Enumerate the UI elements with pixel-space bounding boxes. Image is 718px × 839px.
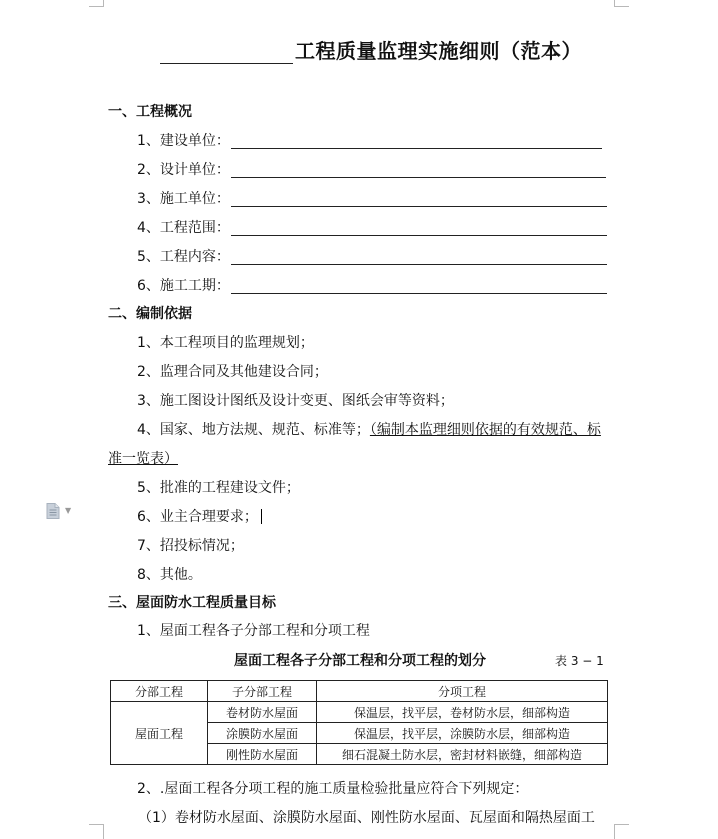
table-cell: 细石混凝土防水层，密封材料嵌缝，细部构造 xyxy=(317,744,608,765)
table-cell: 屋面工程 xyxy=(111,702,208,765)
overview-item: 6、施工工期： xyxy=(137,278,230,294)
page-corner-mark xyxy=(89,824,104,839)
fill-blank[interactable] xyxy=(231,176,606,178)
basis-item: 8、其他。 xyxy=(137,567,202,583)
basis-item-text: 4、国家、地方法规、规范、标准等； xyxy=(137,422,370,438)
fill-blank[interactable] xyxy=(231,292,607,294)
text-cursor xyxy=(261,509,262,524)
table-cell: 涂膜防水屋面 xyxy=(208,723,317,744)
basis-item-note: 准一览表） xyxy=(108,451,178,467)
fill-blank[interactable] xyxy=(231,205,607,207)
quality-subitem: （1）卷材防水屋面、涂膜防水屋面、刚性防水屋面、瓦屋面和隔热屋面工 xyxy=(138,810,595,826)
table-cell: 刚性防水屋面 xyxy=(208,744,317,765)
table-row xyxy=(111,702,608,723)
basis-item: 3、施工图设计图纸及设计变更、图纸会审等资料； xyxy=(137,393,454,409)
document-icon[interactable] xyxy=(46,503,60,519)
title-text: 工程质量监理实施细则（范本） xyxy=(295,39,582,63)
section-heading: 三、屋面防水工程质量目标 xyxy=(108,595,276,611)
page-corner-mark xyxy=(614,824,629,839)
overview-item: 4、工程范围： xyxy=(137,220,230,236)
title-blank-field[interactable] xyxy=(160,39,293,64)
fill-blank[interactable] xyxy=(231,234,607,236)
table-cell: 保温层，找平层，卷材防水层，细部构造 xyxy=(317,702,608,723)
overview-item: 2、设计单位： xyxy=(137,162,230,178)
basis-item: 2、监理合同及其他建设合同； xyxy=(137,364,328,380)
table-header-cell: 分项工程 xyxy=(317,681,608,702)
table-header-cell: 子分部工程 xyxy=(208,681,317,702)
overview-item: 3、施工单位： xyxy=(137,191,230,207)
page-corner-mark xyxy=(614,0,629,7)
quality-item: 1、屋面工程各子分部工程和分项工程 xyxy=(137,623,370,639)
basis-item-6 xyxy=(137,508,262,526)
basis-item-4 xyxy=(137,421,601,439)
basis-item-note-cont xyxy=(108,450,178,468)
fill-blank[interactable] xyxy=(231,147,602,149)
page-corner-mark xyxy=(89,0,104,7)
table-number: 表 3 − 1 xyxy=(555,654,604,668)
table-header-row xyxy=(111,681,608,702)
fill-blank[interactable] xyxy=(231,263,607,265)
table-cell: 保温层，找平层，涂膜防水层，细部构造 xyxy=(317,723,608,744)
basis-item: 7、招投标情况； xyxy=(137,538,244,554)
section-heading: 一、工程概况 xyxy=(108,104,192,120)
table-cell: 卷材防水屋面 xyxy=(208,702,317,723)
section-heading: 二、编制依据 xyxy=(108,306,192,322)
caret-down-icon[interactable]: ▼ xyxy=(65,506,72,515)
basis-item-note: （编制本监理细则依据的有效规范、标 xyxy=(369,422,601,438)
basis-item: 5、批准的工程建设文件； xyxy=(137,480,300,496)
quality-item: 2、.屋面工程各分项工程的施工质量检验批量应符合下列规定： xyxy=(137,781,529,797)
document-title xyxy=(160,34,582,64)
basis-item-text: 6、业主合理要求； xyxy=(137,509,258,525)
table-header-cell: 分部工程 xyxy=(111,681,208,702)
table-title: 屋面工程各子分部工程和分项工程的划分 xyxy=(234,653,486,669)
division-table xyxy=(110,680,608,765)
overview-item: 5、工程内容： xyxy=(137,249,230,265)
basis-item: 1、本工程项目的监理规划； xyxy=(137,335,314,351)
overview-item: 1、建设单位： xyxy=(137,133,230,149)
